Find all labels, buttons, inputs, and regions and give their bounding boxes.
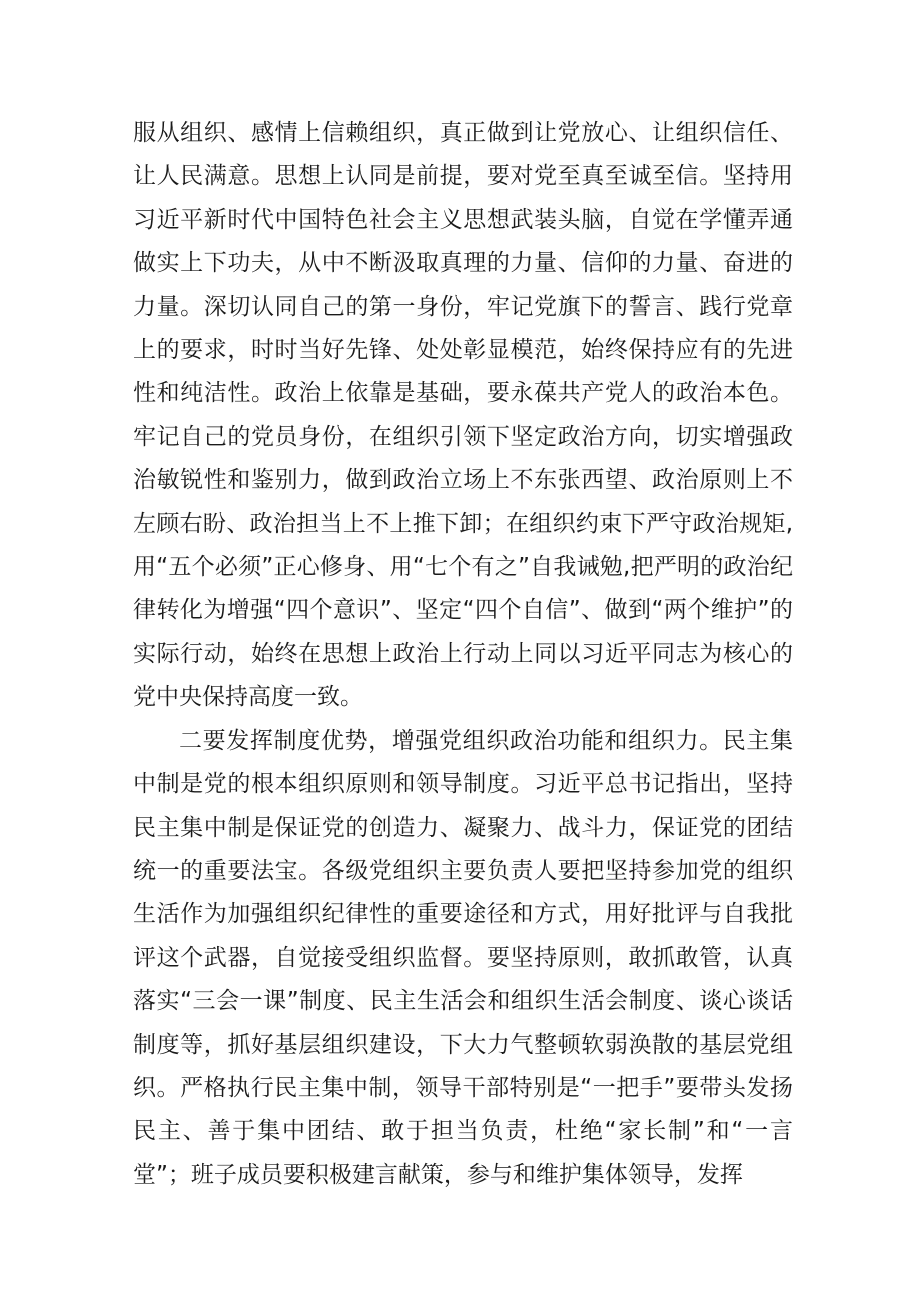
document-body [133,112,793,1197]
paragraph-system-advantage: 二要发挥制度优势，增强党组织政治功能和组织力。民主集中制是党的根本组织原则和领导制度。习近平总书记指出，坚持民主集中制是保证党的创造力、凝聚力、战斗力，保证党的团结统一的重要法宝。各级党组织主要负责人要把坚持参加党的组织生活作为加强组织纪律性的重要途径和方式，用好批评与自我批评这个武器，自觉接受组织监督。要坚持原则，敢抓敢管，认真落实“三会一课”制度、民主生活会和组织生活会制度、谈心谈话制度等，抓好基层组织建设，下大力气整顿软弱涣散的基层党组织。严格执行民主集中制，领导干部特别是“一把手”要带头发扬民主、善于集中团结、敢于担当负责，杜绝“家长制”和“一言堂”；班子成员要积极建言献策，参与和维护集体领导，发挥 [133,727,793,1188]
paragraph-continued: 服从组织、感情上信赖组织，真正做到让党放心、让组织信任、让人民满意。思想上认同是前提，要对党至真至诚至信。坚持用习近平新时代中国特色社会主义思想武装头脑，自觉在学懂弄通做实上下功夫，从中不断汲取真理的力量、信仰的力量、奋进的力量。深切认同自己的第一身份，牢记党旗下的誓言、践行党章上的要求，时时当好先锋、处处彰显模范，始终保持应有的先进性和纯洁性。政治上依靠是基础，要永葆共产党人的政治本色。牢记自己的党员身份，在组织引领下坚定政治方向，切实增强政治敏锐性和鉴别力，做到政治立场上不东张西望、政治原则上不左顾右盼、政治担当上不上推下卸；在组织约束下严守政治规矩,用“五个必须”正心修身、用“七个有之”自我诫勉,把严明的政治纪律转化为增强“四个意识”、坚定“四个自信”、做到“两个维护”的实际行动，始终在思想上政治上行动上同以习近平同志为核心的党中央保持高度一致。 [133,120,793,711]
